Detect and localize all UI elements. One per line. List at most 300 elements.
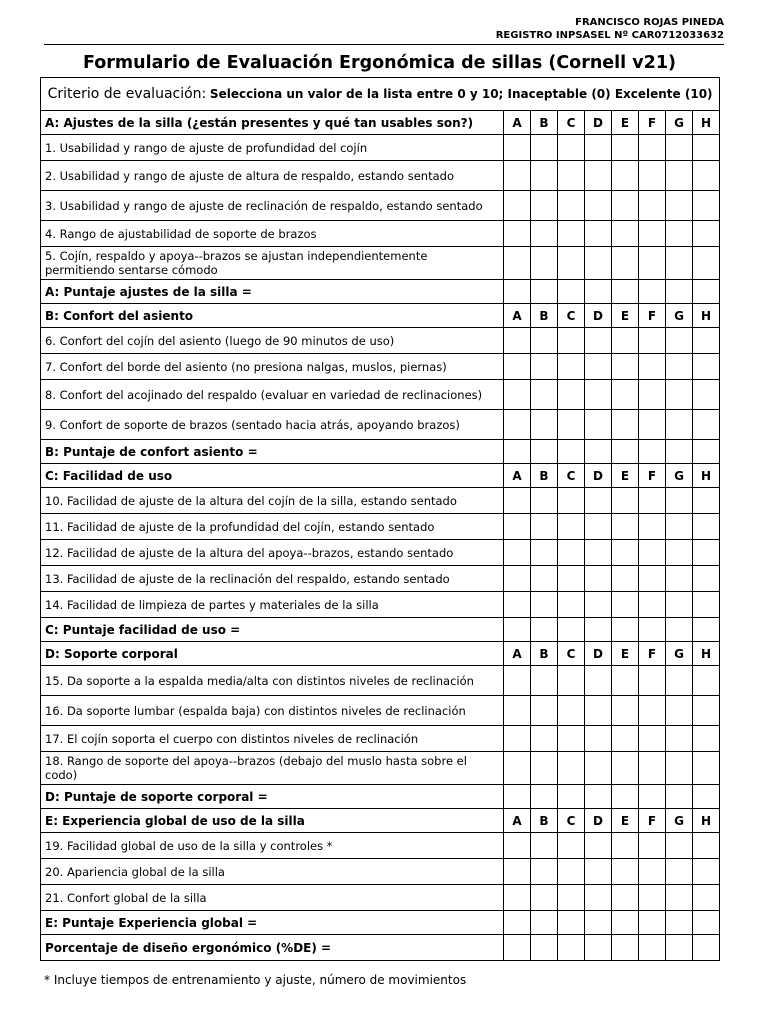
score-total-cell-b[interactable] [531,440,558,464]
criterion-label: 17. El cojín soporta el cuerpo con distintos niveles de reclinación [41,726,504,752]
score-cell-c[interactable] [558,247,585,280]
score-cell-e[interactable] [612,540,639,566]
column-header-d: D [585,111,612,135]
score-total-cell-h[interactable] [693,618,720,642]
criterion-row [41,514,720,540]
score-cell-c[interactable] [558,380,585,410]
column-header-e: E [612,642,639,666]
score-cell-e[interactable] [612,380,639,410]
score-cell-f[interactable] [639,161,666,191]
score-cell-h[interactable] [693,885,720,911]
score-total-cell-g[interactable] [666,785,693,809]
score-cell-f[interactable] [639,540,666,566]
score-cell-e[interactable] [612,410,639,440]
score-cell-d[interactable] [585,752,612,785]
score-cell-e[interactable] [612,726,639,752]
section-title: C: Facilidad de uso [41,464,504,488]
column-header-b: B [531,304,558,328]
score-cell-e[interactable] [612,833,639,859]
criterion-row [41,191,720,221]
score-cell-e[interactable] [612,752,639,785]
score-cell-b[interactable] [531,247,558,280]
score-cell-h[interactable] [693,592,720,618]
score-cell-b[interactable] [531,566,558,592]
score-cell-e[interactable] [612,592,639,618]
total-cell-f[interactable] [639,935,666,961]
score-cell-f[interactable] [639,752,666,785]
column-header-h: H [693,111,720,135]
criterion-row [41,161,720,191]
score-cell-d[interactable] [585,221,612,247]
score-cell-d[interactable] [585,380,612,410]
score-cell-a[interactable] [504,752,531,785]
score-cell-g[interactable] [666,859,693,885]
score-cell-h[interactable] [693,328,720,354]
score-total-cell-f[interactable] [639,785,666,809]
score-cell-e[interactable] [612,135,639,161]
total-row [41,935,720,961]
criterion-label: 6. Confort del cojín del asiento (luego de 90 minutos de uso) [41,328,504,354]
score-cell-d[interactable] [585,247,612,280]
score-cell-a[interactable] [504,328,531,354]
score-total-cell-c[interactable] [558,911,585,935]
score-cell-g[interactable] [666,410,693,440]
score-total-cell-h[interactable] [693,280,720,304]
score-cell-a[interactable] [504,161,531,191]
criteria-cell [41,78,720,111]
score-cell-b[interactable] [531,514,558,540]
column-header-f: F [639,642,666,666]
score-cell-d[interactable] [585,566,612,592]
column-header-a: A [504,111,531,135]
score-cell-e[interactable] [612,161,639,191]
section-header-row [41,304,720,328]
score-cell-b[interactable] [531,885,558,911]
column-header-g: G [666,464,693,488]
score-cell-d[interactable] [585,191,612,221]
score-cell-g[interactable] [666,247,693,280]
score-cell-b[interactable] [531,666,558,696]
score-cell-d[interactable] [585,592,612,618]
score-cell-d[interactable] [585,726,612,752]
column-header-b: B [531,111,558,135]
score-cell-d[interactable] [585,135,612,161]
score-cell-c[interactable] [558,540,585,566]
score-cell-b[interactable] [531,859,558,885]
score-cell-d[interactable] [585,328,612,354]
score-cell-e[interactable] [612,666,639,696]
section-title: A: Ajustes de la silla (¿están presentes y qué tan usables son?) [41,111,504,135]
criterion-row [41,221,720,247]
criterion-label: 12. Facilidad de ajuste de la altura del apoya--brazos, estando sentado [41,540,504,566]
score-total-cell-b[interactable] [531,911,558,935]
score-total-cell-f[interactable] [639,440,666,464]
score-total-cell-f[interactable] [639,280,666,304]
score-total-cell-a[interactable] [504,618,531,642]
score-cell-g[interactable] [666,221,693,247]
score-cell-b[interactable] [531,328,558,354]
score-cell-e[interactable] [612,566,639,592]
column-header-a: A [504,304,531,328]
score-cell-c[interactable] [558,514,585,540]
score-cell-f[interactable] [639,191,666,221]
score-cell-f[interactable] [639,885,666,911]
column-header-d: D [585,464,612,488]
score-cell-f[interactable] [639,221,666,247]
column-header-d: D [585,304,612,328]
score-cell-b[interactable] [531,488,558,514]
section-score-row [41,618,720,642]
score-cell-c[interactable] [558,566,585,592]
section-header-row [41,111,720,135]
score-total-cell-h[interactable] [693,785,720,809]
score-cell-c[interactable] [558,354,585,380]
score-cell-e[interactable] [612,191,639,221]
section-title: D: Soporte corporal [41,642,504,666]
criteria-row [41,78,720,111]
score-cell-f[interactable] [639,696,666,726]
score-total-cell-b[interactable] [531,280,558,304]
score-cell-e[interactable] [612,354,639,380]
score-cell-e[interactable] [612,885,639,911]
score-cell-c[interactable] [558,885,585,911]
criterion-label: 1. Usabilidad y rango de ajuste de profundidad del cojín [41,135,504,161]
score-total-cell-a[interactable] [504,280,531,304]
score-cell-c[interactable] [558,221,585,247]
column-header-h: H [693,809,720,833]
score-total-cell-c[interactable] [558,618,585,642]
score-cell-e[interactable] [612,859,639,885]
score-cell-a[interactable] [504,696,531,726]
score-cell-f[interactable] [639,666,666,696]
total-cell-g[interactable] [666,935,693,961]
score-cell-g[interactable] [666,833,693,859]
score-cell-g[interactable] [666,380,693,410]
score-cell-b[interactable] [531,540,558,566]
score-cell-c[interactable] [558,135,585,161]
criterion-label: 15. Da soporte a la espalda media/alta con distintos niveles de reclinación [41,666,504,696]
score-cell-a[interactable] [504,380,531,410]
footnote: * Incluye tiempos de entrenamiento y ajuste, número de movimientos [44,973,467,987]
score-cell-g[interactable] [666,696,693,726]
score-cell-h[interactable] [693,566,720,592]
score-cell-f[interactable] [639,726,666,752]
score-cell-g[interactable] [666,726,693,752]
score-cell-h[interactable] [693,833,720,859]
score-cell-h[interactable] [693,696,720,726]
section-score-row [41,911,720,935]
score-cell-f[interactable] [639,566,666,592]
section-header-row [41,464,720,488]
column-header-e: E [612,304,639,328]
column-header-c: C [558,642,585,666]
score-cell-d[interactable] [585,488,612,514]
score-cell-c[interactable] [558,488,585,514]
section-score-label: E: Puntaje Experiencia global = [41,911,504,935]
total-cell-c[interactable] [558,935,585,961]
score-cell-c[interactable] [558,696,585,726]
score-cell-h[interactable] [693,135,720,161]
score-cell-a[interactable] [504,859,531,885]
score-total-cell-d[interactable] [585,785,612,809]
score-cell-g[interactable] [666,885,693,911]
section-score-label: D: Puntaje de soporte corporal = [41,785,504,809]
score-cell-b[interactable] [531,833,558,859]
score-cell-c[interactable] [558,410,585,440]
score-cell-h[interactable] [693,859,720,885]
score-total-cell-d[interactable] [585,440,612,464]
criterion-label: 7. Confort del borde del asiento (no presiona nalgas, muslos, piernas) [41,354,504,380]
score-cell-g[interactable] [666,488,693,514]
score-cell-g[interactable] [666,540,693,566]
score-cell-h[interactable] [693,726,720,752]
score-cell-e[interactable] [612,514,639,540]
score-total-cell-d[interactable] [585,618,612,642]
section-header-row [41,642,720,666]
section-header-row [41,809,720,833]
score-cell-b[interactable] [531,161,558,191]
evaluation-table [40,77,720,961]
score-cell-g[interactable] [666,161,693,191]
header-divider [44,44,724,45]
score-cell-f[interactable] [639,859,666,885]
criterion-row [41,488,720,514]
score-cell-e[interactable] [612,696,639,726]
section-score-label: B: Puntaje de confort asiento = [41,440,504,464]
score-total-cell-b[interactable] [531,785,558,809]
score-cell-h[interactable] [693,354,720,380]
column-header-g: G [666,642,693,666]
score-cell-d[interactable] [585,514,612,540]
score-cell-h[interactable] [693,752,720,785]
score-cell-e[interactable] [612,328,639,354]
score-cell-f[interactable] [639,592,666,618]
column-header-c: C [558,809,585,833]
score-total-cell-b[interactable] [531,618,558,642]
score-cell-d[interactable] [585,540,612,566]
score-cell-a[interactable] [504,354,531,380]
score-cell-a[interactable] [504,488,531,514]
criterion-row [41,666,720,696]
score-cell-b[interactable] [531,380,558,410]
criterion-label: 20. Apariencia global de la silla [41,859,504,885]
score-cell-c[interactable] [558,161,585,191]
score-cell-b[interactable] [531,726,558,752]
score-cell-c[interactable] [558,592,585,618]
score-total-cell-g[interactable] [666,440,693,464]
score-cell-d[interactable] [585,410,612,440]
score-cell-d[interactable] [585,354,612,380]
score-cell-f[interactable] [639,247,666,280]
criterion-label: 19. Facilidad global de uso de la silla y controles * [41,833,504,859]
score-cell-e[interactable] [612,247,639,280]
section-score-label: C: Puntaje facilidad de uso = [41,618,504,642]
score-cell-f[interactable] [639,410,666,440]
criterion-label: 14. Facilidad de limpieza de partes y materiales de la silla [41,592,504,618]
section-score-row [41,785,720,809]
score-cell-d[interactable] [585,161,612,191]
score-total-cell-d[interactable] [585,911,612,935]
score-cell-h[interactable] [693,380,720,410]
score-cell-c[interactable] [558,726,585,752]
column-header-c: C [558,464,585,488]
score-cell-a[interactable] [504,221,531,247]
score-cell-g[interactable] [666,354,693,380]
column-header-c: C [558,111,585,135]
score-cell-d[interactable] [585,696,612,726]
criterion-label: 18. Rango de soporte del apoya--brazos (debajo del muslo hasta sobre el codo) [41,752,504,785]
document-title: Formulario de Evaluación Ergonómica de sillas (Cornell v21) [82,53,677,73]
column-header-b: B [531,642,558,666]
score-total-cell-h[interactable] [693,911,720,935]
score-cell-b[interactable] [531,221,558,247]
score-cell-b[interactable] [531,592,558,618]
score-total-cell-h[interactable] [693,440,720,464]
score-total-cell-e[interactable] [612,440,639,464]
score-total-cell-a[interactable] [504,911,531,935]
total-cell-b[interactable] [531,935,558,961]
score-cell-a[interactable] [504,885,531,911]
score-cell-b[interactable] [531,696,558,726]
score-cell-h[interactable] [693,191,720,221]
score-cell-h[interactable] [693,221,720,247]
column-header-e: E [612,464,639,488]
total-cell-h[interactable] [693,935,720,961]
score-cell-g[interactable] [666,592,693,618]
score-total-cell-c[interactable] [558,280,585,304]
score-cell-b[interactable] [531,191,558,221]
score-cell-a[interactable] [504,191,531,221]
score-cell-f[interactable] [639,514,666,540]
score-cell-d[interactable] [585,885,612,911]
total-percentage-label: Porcentaje de diseño ergonómico (%DE) = [41,935,504,961]
score-cell-c[interactable] [558,328,585,354]
score-total-cell-e[interactable] [612,280,639,304]
criterion-label: 2. Usabilidad y rango de ajuste de altura de respaldo, estando sentado [41,161,504,191]
score-cell-b[interactable] [531,410,558,440]
column-header-b: B [531,464,558,488]
score-cell-g[interactable] [666,135,693,161]
score-cell-e[interactable] [612,221,639,247]
score-cell-h[interactable] [693,666,720,696]
score-cell-a[interactable] [504,833,531,859]
score-cell-g[interactable] [666,514,693,540]
score-cell-f[interactable] [639,488,666,514]
score-cell-a[interactable] [504,566,531,592]
score-total-cell-c[interactable] [558,785,585,809]
score-cell-c[interactable] [558,666,585,696]
score-cell-h[interactable] [693,540,720,566]
column-header-a: A [504,464,531,488]
criterion-row [41,592,720,618]
column-header-f: F [639,111,666,135]
section-score-row [41,280,720,304]
score-total-cell-d[interactable] [585,280,612,304]
score-total-cell-e[interactable] [612,911,639,935]
score-cell-b[interactable] [531,752,558,785]
score-cell-a[interactable] [504,592,531,618]
score-cell-g[interactable] [666,566,693,592]
score-total-cell-g[interactable] [666,280,693,304]
score-cell-f[interactable] [639,135,666,161]
criteria-instruction: Selecciona un valor de la lista entre 0 y 10; Inaceptable (0) Excelente (10) [209,87,713,101]
header-block [496,16,724,42]
score-cell-c[interactable] [558,833,585,859]
registry-number: REGISTRO INPSASEL Nº CAR0712033632 [495,30,724,41]
score-cell-a[interactable] [504,726,531,752]
score-cell-d[interactable] [585,666,612,696]
total-cell-e[interactable] [612,935,639,961]
score-total-cell-e[interactable] [612,618,639,642]
total-cell-a[interactable] [504,935,531,961]
score-cell-a[interactable] [504,135,531,161]
score-total-cell-c[interactable] [558,440,585,464]
score-cell-a[interactable] [504,540,531,566]
score-cell-e[interactable] [612,488,639,514]
score-cell-f[interactable] [639,380,666,410]
score-cell-f[interactable] [639,328,666,354]
score-cell-d[interactable] [585,859,612,885]
score-cell-h[interactable] [693,161,720,191]
score-total-cell-a[interactable] [504,785,531,809]
score-cell-h[interactable] [693,488,720,514]
criterion-label: 10. Facilidad de ajuste de la altura del cojín de la silla, estando sentado [41,488,504,514]
criterion-row [41,380,720,410]
score-cell-c[interactable] [558,752,585,785]
score-cell-g[interactable] [666,191,693,221]
score-total-cell-a[interactable] [504,440,531,464]
column-header-f: F [639,464,666,488]
score-cell-g[interactable] [666,666,693,696]
score-cell-c[interactable] [558,191,585,221]
criterion-row [41,566,720,592]
criterion-row [41,328,720,354]
criterion-label: 9. Confort de soporte de brazos (sentado hacia atrás, apoyando brazos) [41,410,504,440]
score-cell-b[interactable] [531,354,558,380]
column-header-g: G [666,111,693,135]
score-cell-f[interactable] [639,833,666,859]
score-cell-a[interactable] [504,514,531,540]
score-total-cell-f[interactable] [639,911,666,935]
criterion-row [41,885,720,911]
score-total-cell-g[interactable] [666,911,693,935]
criterion-label: 13. Facilidad de ajuste de la reclinación del respaldo, estando sentado [41,566,504,592]
total-cell-d[interactable] [585,935,612,961]
score-cell-a[interactable] [504,666,531,696]
score-cell-a[interactable] [504,410,531,440]
column-header-e: E [612,809,639,833]
score-cell-d[interactable] [585,833,612,859]
column-header-c: C [558,304,585,328]
score-total-cell-g[interactable] [666,618,693,642]
score-cell-f[interactable] [639,354,666,380]
score-cell-h[interactable] [693,410,720,440]
section-score-row [41,440,720,464]
score-cell-h[interactable] [693,247,720,280]
score-cell-g[interactable] [666,328,693,354]
criterion-label: 3. Usabilidad y rango de ajuste de reclinación de respaldo, estando sentado [41,191,504,221]
criterion-row [41,354,720,380]
score-total-cell-f[interactable] [639,618,666,642]
score-cell-b[interactable] [531,135,558,161]
column-header-g: G [666,304,693,328]
score-cell-c[interactable] [558,859,585,885]
score-cell-h[interactable] [693,514,720,540]
column-header-h: H [693,304,720,328]
score-cell-a[interactable] [504,247,531,280]
score-total-cell-e[interactable] [612,785,639,809]
score-cell-g[interactable] [666,752,693,785]
